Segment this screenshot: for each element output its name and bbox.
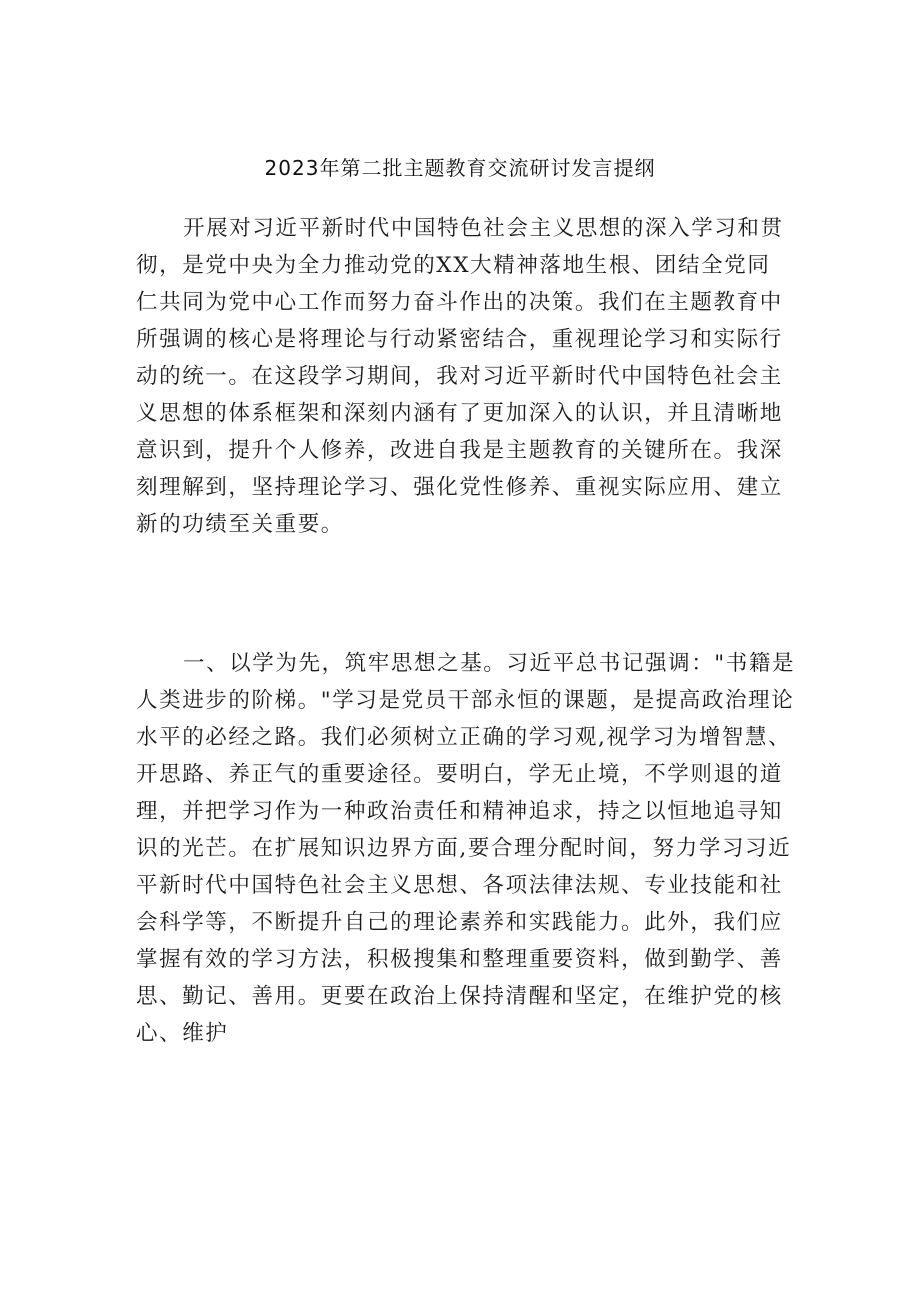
paragraph-line: 心、维护 xyxy=(136,1021,229,1046)
paragraph-line: 理，并把学习作为一种政治责任和精神追求，持之以恒地追寻知 xyxy=(136,799,783,824)
paragraph-line: 平新时代中国特色社会主义思想、各项法律法规、专业技能和社 xyxy=(136,873,783,898)
paragraph-section-one xyxy=(136,645,796,1052)
paragraph-line: 掌握有效的学习方法，积极搜集和整理重要资料，做到勤学、善 xyxy=(136,947,783,972)
paragraph-line: 新的功绩至关重要。 xyxy=(136,512,344,537)
paragraph-line: 所强调的核心是将理论与行动紧密结合，重视理论学习和实际行 xyxy=(136,327,783,352)
paragraph-line: 意识到，提升个人修养，改进自我是主题教育的关键所在。我深 xyxy=(136,438,783,463)
paragraph-line: 仁共同为党中心工作而努力奋斗作出的决策。我们在主题教育中 xyxy=(136,290,783,315)
paragraph-line: 会科学等，不断提升自己的理论素养和实践能力。此外，我们应 xyxy=(136,910,783,935)
document-title: 2023年第二批主题教育交流研讨发言提纲 xyxy=(264,156,656,180)
paragraph-line: 思、勤记、善用。更要在政治上保持清醒和坚定，在维护党的核 xyxy=(136,984,783,1009)
paragraph-line: 动的统一。在这段学习期间，我对习近平新时代中国特色社会主 xyxy=(136,364,783,389)
paragraph-line: 开思路、养正气的重要途径。要明白，学无止境，不学则退的道 xyxy=(136,762,783,787)
paragraph-line: 义思想的体系框架和深刻内涵有了更加深入的认识，并且清晰地 xyxy=(136,401,783,426)
paragraph-line: 人类进步的阶梯。"学习是党员干部永恒的课题，是提高政治理论 xyxy=(136,688,795,713)
paragraph-line: 开展对习近平新时代中国特色社会主义思想的深入学习和贯 xyxy=(183,216,784,241)
paragraph-line: 一、以学为先，筑牢思想之基。习近平总书记强调："书籍是 xyxy=(183,651,796,676)
paragraph-line: 水平的必经之路。我们必须树立正确的学习观,视学习为增智慧、 xyxy=(136,725,792,750)
paragraph-intro xyxy=(136,210,796,543)
paragraph-line: 刻理解到，坚持理论学习、强化党性修养、重视实际应用、建立 xyxy=(136,475,783,500)
paragraph-line: 彻，是党中央为全力推动党的XX大精神落地生根、团结全党同 xyxy=(136,253,771,278)
paragraph-line: 识的光芒。在扩展知识边界方面,要合理分配时间，努力学习习近 xyxy=(136,836,792,861)
